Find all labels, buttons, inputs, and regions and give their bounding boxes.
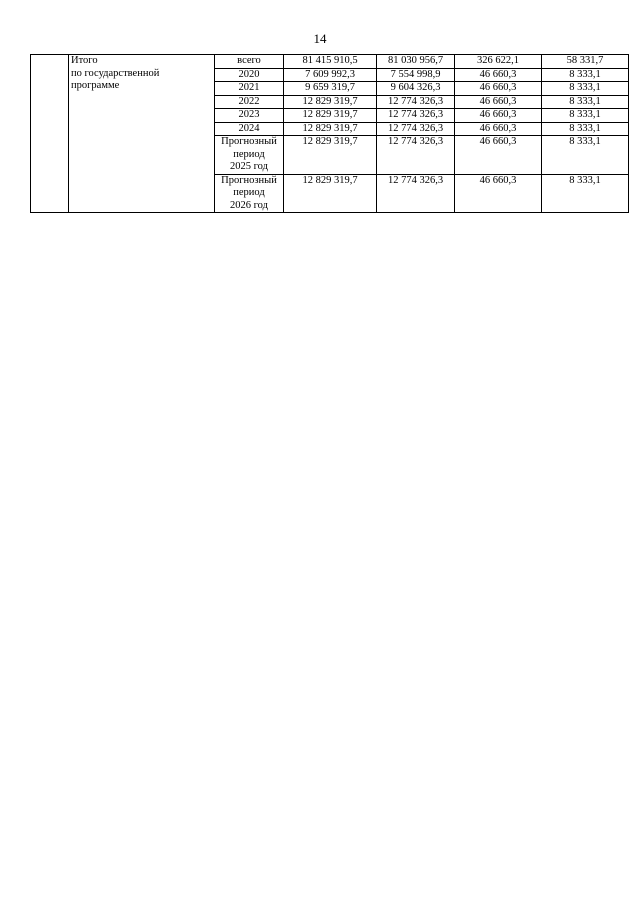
value-cell-4: 8 333,1 bbox=[542, 95, 629, 109]
period-cell: Прогнозный период 2025 год bbox=[215, 136, 284, 175]
value-cell-2: 7 554 998,9 bbox=[377, 68, 455, 82]
value-cell-3: 326 622,1 bbox=[455, 55, 542, 69]
period-cell: 2021 bbox=[215, 82, 284, 96]
value-cell-2: 12 774 326,3 bbox=[377, 174, 455, 213]
total-value-cell: 12 829 319,7 bbox=[284, 122, 377, 136]
value-cell-3: 46 660,3 bbox=[455, 68, 542, 82]
value-cell-3: 46 660,3 bbox=[455, 122, 542, 136]
value-cell-4: 8 333,1 bbox=[542, 82, 629, 96]
value-cell-2: 9 604 326,3 bbox=[377, 82, 455, 96]
total-value-cell: 12 829 319,7 bbox=[284, 174, 377, 213]
period-cell: 2020 bbox=[215, 68, 284, 82]
value-cell-4: 8 333,1 bbox=[542, 136, 629, 175]
total-value-cell: 12 829 319,7 bbox=[284, 136, 377, 175]
value-cell-2: 12 774 326,3 bbox=[377, 122, 455, 136]
value-cell-3: 46 660,3 bbox=[455, 82, 542, 96]
total-value-cell: 9 659 319,7 bbox=[284, 82, 377, 96]
period-cell: Прогнозный период 2026 год bbox=[215, 174, 284, 213]
value-cell-2: 81 030 956,7 bbox=[377, 55, 455, 69]
period-cell: 2024 bbox=[215, 122, 284, 136]
total-value-cell: 7 609 992,3 bbox=[284, 68, 377, 82]
value-cell-3: 46 660,3 bbox=[455, 136, 542, 175]
program-total-label: Итого по государственной программе bbox=[69, 55, 215, 213]
total-value-cell: 12 829 319,7 bbox=[284, 109, 377, 123]
period-cell: всего bbox=[215, 55, 284, 69]
value-cell-2: 12 774 326,3 bbox=[377, 109, 455, 123]
value-cell-2: 12 774 326,3 bbox=[377, 136, 455, 175]
page-number: 14 bbox=[313, 31, 327, 46]
value-cell-3: 46 660,3 bbox=[455, 174, 542, 213]
value-cell-4: 58 331,7 bbox=[542, 55, 629, 69]
value-cell-3: 46 660,3 bbox=[455, 95, 542, 109]
value-cell-4: 8 333,1 bbox=[542, 122, 629, 136]
period-cell: 2023 bbox=[215, 109, 284, 123]
value-cell-4: 8 333,1 bbox=[542, 174, 629, 213]
value-cell-4: 8 333,1 bbox=[542, 68, 629, 82]
total-value-cell: 81 415 910,5 bbox=[284, 55, 377, 69]
period-cell: 2022 bbox=[215, 95, 284, 109]
value-cell-3: 46 660,3 bbox=[455, 109, 542, 123]
total-value-cell: 12 829 319,7 bbox=[284, 95, 377, 109]
funding-table bbox=[30, 54, 629, 213]
value-cell-2: 12 774 326,3 bbox=[377, 95, 455, 109]
empty-index-cell bbox=[31, 55, 69, 213]
value-cell-4: 8 333,1 bbox=[542, 109, 629, 123]
table-row bbox=[31, 55, 629, 69]
